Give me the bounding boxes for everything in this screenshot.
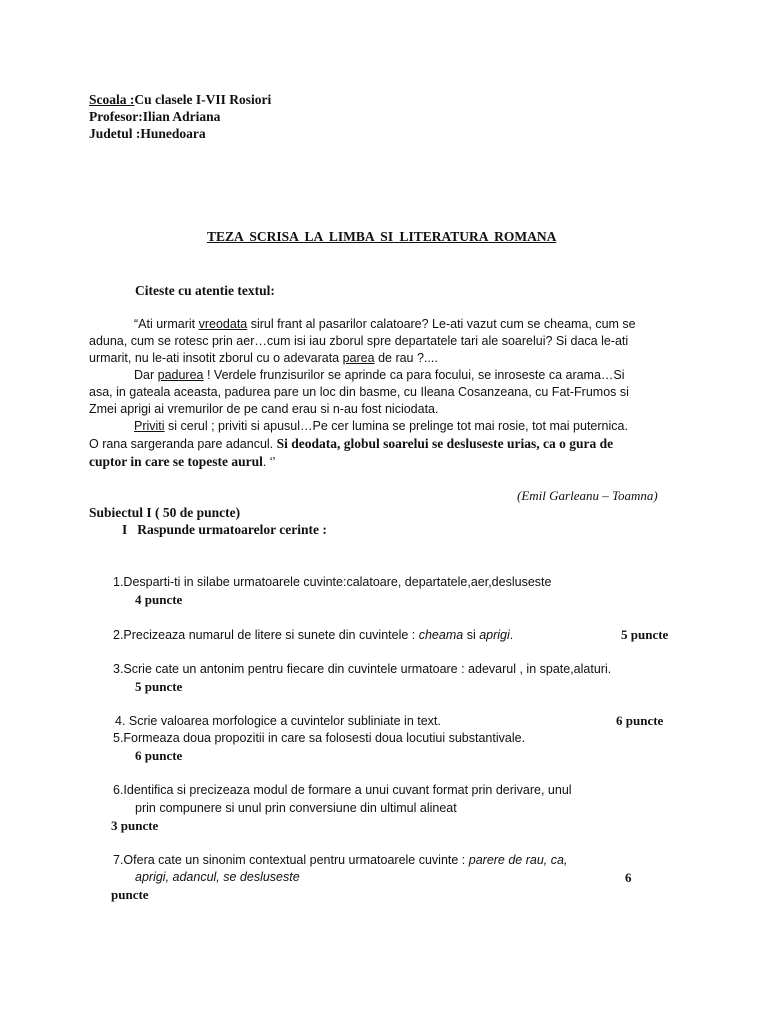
- passage-text: . ‘’: [262, 455, 276, 469]
- task-3-points: 5 puncte: [135, 679, 183, 694]
- task-7-points-number: 6: [625, 870, 632, 885]
- school-line: [89, 91, 271, 109]
- task-5-points: 6 puncte: [135, 748, 183, 763]
- task-7-words-b: aprigi, adancul, se desluseste: [135, 870, 300, 884]
- subject-instruction: Raspunde urmatoarelor cerinte :: [137, 522, 327, 537]
- task-1: 1.Desparti-ti in silabe urmatoarele cuvinte:calatoare, departatele,aer,desluseste: [113, 575, 552, 589]
- task-4-points: 6 puncte: [616, 713, 664, 728]
- passage-text: sirul frant al pasarilor calatoare? Le-ati vazut cum se cheama, cum se: [247, 317, 636, 331]
- task-2-word-aprigi: aprigi: [479, 628, 510, 642]
- task-4: 4. Scrie valoarea morfologice a cuvintelor subliniate in text.: [115, 714, 441, 728]
- passage-text: urmarit, nu le-ati insotit zborul cu o adevarata: [89, 351, 343, 365]
- underlined-word-priviti: Priviti: [134, 419, 165, 433]
- task-6-points: 3 puncte: [111, 818, 159, 833]
- passage-bold-text: Si deodata, globul soarelui se desluseste urias, ca o gura de: [276, 436, 614, 451]
- task-text: si: [463, 628, 480, 642]
- passage-line-2: aduna, cum se rotesc prin aer…cum isi iau zborul spre departatele tari ale soarelui? Si daca le-ati: [89, 334, 629, 348]
- subject-instruction-line: [122, 521, 327, 539]
- passage-text: O rana sargeranda pare adancul.: [89, 437, 277, 451]
- passage-line-6: Zmei aprigi ai vremurilor de pe cand erau si n-au fost niciodata.: [89, 402, 439, 416]
- task-7-points-word: puncte: [111, 887, 149, 902]
- passage-text: ! Verdele frunzisurilor se aprinde ca para focului, se inroseste ca arama…Si: [203, 368, 625, 382]
- page-title: TEZA SCRISA LA LIMBA SI LITERATURA ROMANA: [207, 229, 557, 244]
- subject-roman: I: [122, 522, 128, 537]
- task-1-points: 4 puncte: [135, 592, 183, 607]
- passage-line-8: [89, 435, 613, 454]
- school-value: Cu clasele I-VII Rosiori: [134, 92, 272, 107]
- passage-text: si cerul ; priviti si apusul…Pe cer lumina se prelinge tot mai rosie, tot mai puternica.: [164, 419, 628, 433]
- reading-instruction: Citeste cu atentie textul:: [135, 283, 275, 298]
- teacher-line: Profesor:Ilian Adriana: [89, 109, 221, 124]
- passage-line-3: [89, 350, 438, 368]
- task-5: 5.Formeaza doua propozitii in care sa folosesti doua locutiui substantivale.: [113, 731, 526, 745]
- task-text: 7.Ofera cate un sinonim contextual pentru urmatoarele cuvinte :: [113, 853, 469, 867]
- task-3: 3.Scrie cate un antonim pentru fiecare din cuvintele urmatoare : adevarul , in spate,alaturi.: [113, 662, 612, 676]
- task-2-word-cheama: cheama: [418, 628, 464, 642]
- county-line: Judetul :Hunedoara: [89, 126, 206, 141]
- task-7-line-1: [113, 853, 567, 867]
- task-6-line-1: 6.Identifica si precizeaza modul de formare a unui cuvant format prin derivare, unul: [113, 783, 572, 797]
- task-text: 2.Precizeaza numarul de litere si sunete din cuvintele :: [113, 628, 419, 642]
- passage-text: de rau ?....: [374, 351, 438, 365]
- passage-text: “Ati urmarit: [134, 317, 199, 331]
- passage-bold-text: cuptor in care se topeste aurul: [89, 454, 263, 469]
- passage-line-1: [134, 316, 636, 334]
- task-text: .: [509, 628, 514, 642]
- task-2-points: 5 puncte: [621, 627, 669, 642]
- task-7-words-a: parere de rau, ca,: [468, 853, 568, 867]
- passage-line-9: [89, 453, 275, 472]
- source-citation: (Emil Garleanu – Toamna): [517, 488, 658, 503]
- underlined-word-parea: parea: [342, 351, 375, 365]
- passage-line-4: [134, 367, 625, 385]
- subject-title: Subiectul I ( 50 de puncte): [89, 505, 241, 520]
- passage-text: Dar: [134, 368, 158, 382]
- passage-line-5: asa, in gateala aceasta, padurea pare un loc din basme, cu Ileana Cosanzeana, cu Fat-Frumos si: [89, 385, 629, 399]
- school-label: Scoala :: [89, 92, 135, 107]
- task-2: [113, 628, 513, 642]
- underlined-word-vreodata: vreodata: [198, 317, 248, 331]
- passage-line-7: [134, 418, 628, 436]
- task-6-line-2: prin compunere si unul prin conversiune din ultimul alineat: [135, 801, 457, 815]
- underlined-word-padurea: padurea: [157, 368, 204, 382]
